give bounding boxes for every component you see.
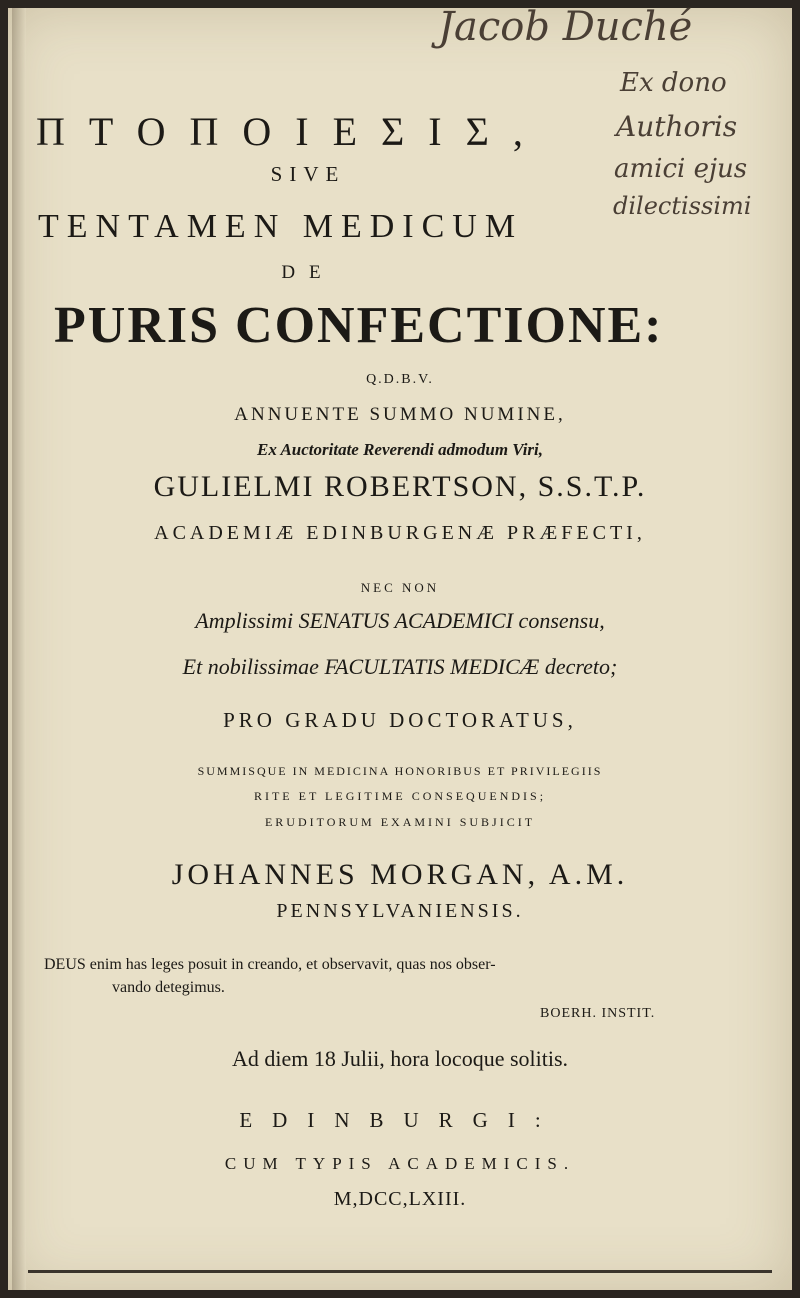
- handwritten-authoris: Authoris: [616, 110, 738, 143]
- date-line: Ad diem 18 Julii, hora locoque solitis.: [231, 1046, 569, 1071]
- ex-auctoritate-line: Ex Auctoritate Reverendi admodum Viri,: [256, 440, 544, 459]
- handwritten-owner-name: Jacob Duché: [438, 4, 693, 50]
- handwritten-ex-dono: Ex dono: [620, 68, 727, 98]
- page-bottom-edge: [28, 1270, 772, 1273]
- author-origin: PENNSYLVANIENSIS.: [276, 900, 524, 922]
- title-page: [8, 4, 792, 1290]
- annuente-line: ANNUENTE SUMMO NUMINE,: [234, 404, 566, 425]
- amplissimi-line: Amplissimi SENATUS ACADEMICI consensu,: [195, 608, 605, 633]
- author-name: JOHANNES MORGAN, A.M.: [171, 858, 629, 891]
- title-sive: SIVE: [270, 162, 346, 186]
- epigraph-line-1: DEUS enim has leges posuit in creando, et observavit, quas nos obser-: [44, 956, 496, 973]
- summisque-line: SUMMISQUE IN MEDICINA HONORIBUS ET PRIVILEGIIS: [197, 764, 603, 778]
- pro-gradu-line: PRO GRADU DOCTORATUS,: [223, 708, 577, 732]
- qdbv-ornament: Q.D.B.V.: [366, 372, 434, 387]
- binding-shadow: [12, 8, 26, 1290]
- handwritten-dilectissimi: dilectissimi: [613, 192, 752, 220]
- eruditorum-line: ERUDITORUM EXAMINI SUBJICIT: [264, 815, 536, 829]
- printer-line: CUM TYPIS ACADEMICIS.: [224, 1154, 576, 1173]
- nec-non-line: NEC NON: [360, 580, 440, 595]
- title-de: DE: [281, 262, 335, 283]
- title-puris: PURIS CONFECTIONE:: [54, 297, 664, 354]
- gulielmi-line: GULIELMI ROBERTSON, S.S.T.P.: [153, 470, 647, 503]
- place-line: EDINBURGI:: [239, 1108, 561, 1132]
- academiae-line: ACADEMIÆ EDINBURGENÆ PRÆFECTI,: [154, 522, 646, 544]
- title-greek: ΠΤΟΠΟΙΕΣΙΣ,: [36, 109, 547, 154]
- nobilissimae-line: Et nobilissimae FACULTATIS MEDICÆ decreto;: [182, 654, 618, 679]
- handwritten-amici-ejus: amici ejus: [614, 154, 748, 184]
- epigraph-line-2: vando detegimus.: [112, 979, 225, 996]
- rite-line: RITE ET LEGITIME CONSEQUENDIS;: [253, 789, 547, 803]
- epigraph-attribution: BOERH. INSTIT.: [540, 1006, 656, 1021]
- title-tentamen: TENTAMEN MEDICUM: [38, 208, 524, 245]
- year-line: M,DCC,LXIII.: [333, 1188, 467, 1210]
